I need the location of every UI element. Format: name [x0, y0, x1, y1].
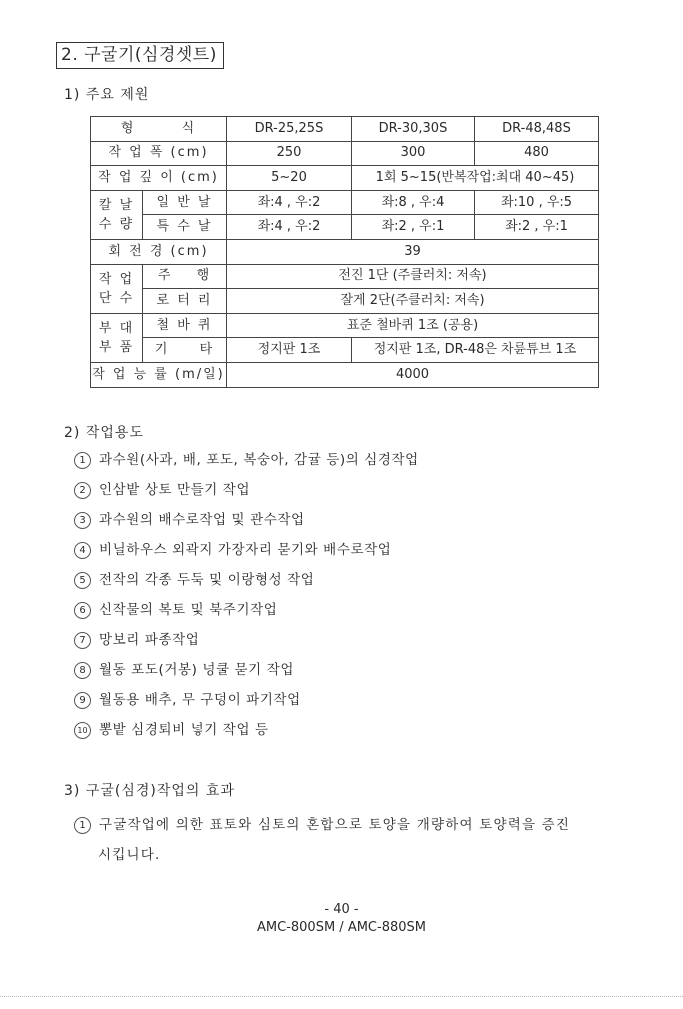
row-capacity: [91, 362, 599, 387]
item-text: 과수원의 배수로작업 및 관수작업: [99, 512, 305, 528]
label-travel: 주 행: [143, 264, 227, 289]
row-rotation-radius: [91, 239, 599, 264]
table-cell: 전진 1단 (주클러치: 저속): [227, 264, 599, 289]
table-cell: 좌:2 , 우:1: [352, 215, 475, 240]
uses-heading: 2) 작업용도: [64, 425, 144, 441]
label-line: 부 대: [98, 320, 135, 336]
item-number: 5: [74, 572, 91, 589]
item-number: 10: [74, 722, 91, 739]
list-item: [74, 480, 419, 510]
label-line: 칼 날: [98, 197, 135, 213]
item-number: 3: [74, 512, 91, 529]
row-speed-rotary: [91, 289, 599, 314]
label-work-depth: 작 업 깊 이 (cm): [91, 166, 227, 191]
list-item: [74, 690, 419, 720]
item-number: 2: [74, 482, 91, 499]
row-speed-travel: [91, 264, 599, 289]
row-work-width: [91, 141, 599, 166]
table-cell: 300: [352, 141, 475, 166]
page-number: - 40 -: [324, 902, 359, 917]
label-work-width: 작 업 폭 (cm): [91, 141, 227, 166]
item-text-continued: 시킵니다.: [98, 847, 161, 863]
label-rotary: 로 터 리: [143, 289, 227, 314]
label-line: 단 수: [98, 290, 135, 306]
item-text: 구굴작업에 의한 표토와 심토의 혼합으로 토양을 개량하여 토양력을 증진: [99, 817, 571, 833]
effects-heading: 3) 구굴(심경)작업의 효과: [64, 783, 235, 799]
item-number: 9: [74, 692, 91, 709]
table-cell: 표준 철바퀴 1조 (공용): [227, 313, 599, 338]
list-item: [74, 630, 419, 660]
item-text: 인삼밭 상토 만들기 작업: [99, 482, 251, 498]
table-cell: 1회 5~15(반복작업:최대 40~45): [352, 166, 599, 191]
row-accessory-wheel: [91, 313, 599, 338]
label-line: 수 량: [98, 216, 135, 232]
item-number: 4: [74, 542, 91, 559]
label-line: 작 업: [98, 271, 135, 287]
table-cell: 좌:4 , 우:2: [227, 190, 352, 215]
item-text: 전작의 각종 두둑 및 이랑형성 작업: [99, 572, 315, 588]
list-item: [74, 600, 419, 630]
label-special-blade: 특 수 날: [143, 215, 227, 240]
table-cell: 250: [227, 141, 352, 166]
table-cell: 480: [475, 141, 599, 166]
row-blade-normal: [91, 190, 599, 215]
item-number: 1: [74, 452, 91, 469]
section-title: 2. 구굴기(심경셋트): [56, 42, 224, 69]
item-text: 월동용 배추, 무 구덩이 파기작업: [99, 692, 301, 708]
item-number: 1: [74, 817, 91, 834]
list-item: [74, 510, 419, 540]
row-blade-special: [91, 215, 599, 240]
list-item: [74, 810, 634, 840]
label-normal-blade: 일 반 날: [143, 190, 227, 215]
header-dr25: DR-25,25S: [227, 117, 352, 142]
list-item: [74, 540, 419, 570]
table-cell: 잘게 2단(주클러치: 저속): [227, 289, 599, 314]
list-item: [74, 660, 419, 690]
item-text: 망보리 파종작업: [99, 632, 200, 648]
item-text: 비닐하우스 외곽지 가장자리 묻기와 배수로작업: [99, 542, 392, 558]
effects-list: [74, 810, 634, 870]
table-cell: 좌:10 , 우:5: [475, 190, 599, 215]
table-cell: 좌:2 , 우:1: [475, 215, 599, 240]
row-work-depth: [91, 166, 599, 191]
item-text: 월동 포도(거봉) 넝쿨 묻기 작업: [99, 662, 294, 678]
table-cell: 정지판 1조, DR-48은 차륜튜브 1조: [352, 338, 599, 363]
list-item: [74, 720, 419, 750]
spec-heading: 1) 주요 제원: [64, 87, 150, 103]
header-dr48: DR-48,48S: [475, 117, 599, 142]
item-number: 7: [74, 632, 91, 649]
uses-list: [74, 450, 419, 750]
header-dr30: DR-30,30S: [352, 117, 475, 142]
label-accessories: [91, 313, 143, 362]
label-line: 부 품: [98, 339, 135, 355]
spec-table: [90, 116, 599, 388]
item-text: 신작물의 복토 및 북주기작업: [99, 602, 278, 618]
table-cell: 5~20: [227, 166, 352, 191]
row-accessory-others: [91, 338, 599, 363]
list-item: [74, 570, 419, 600]
label-capacity: 작 업 능 률 (m/일): [91, 362, 227, 387]
list-item: [74, 450, 419, 480]
table-cell: 좌:4 , 우:2: [227, 215, 352, 240]
table-cell: 좌:8 , 우:4: [352, 190, 475, 215]
label-blade-count: [91, 190, 143, 239]
item-number: 8: [74, 662, 91, 679]
header-model: 형 식: [91, 117, 227, 142]
table-cell: 정지판 1조: [227, 338, 352, 363]
item-text: 과수원(사과, 배, 포도, 복숭아, 감귤 등)의 심경작업: [99, 452, 419, 468]
scan-artifact-line: [0, 996, 683, 998]
item-text: 뽕밭 심경퇴비 넣기 작업 등: [99, 722, 269, 738]
table-cell: 39: [227, 239, 599, 264]
model-footer: AMC-800SM / AMC-880SM: [257, 920, 426, 935]
label-speed-stages: [91, 264, 143, 313]
table-cell: 4000: [227, 362, 599, 387]
item-number: 6: [74, 602, 91, 619]
label-iron-wheel: 철 바 퀴: [143, 313, 227, 338]
table-header-row: [91, 117, 599, 142]
label-rotation-radius: 회 전 경 (cm): [91, 239, 227, 264]
label-others: 기 타: [143, 338, 227, 363]
